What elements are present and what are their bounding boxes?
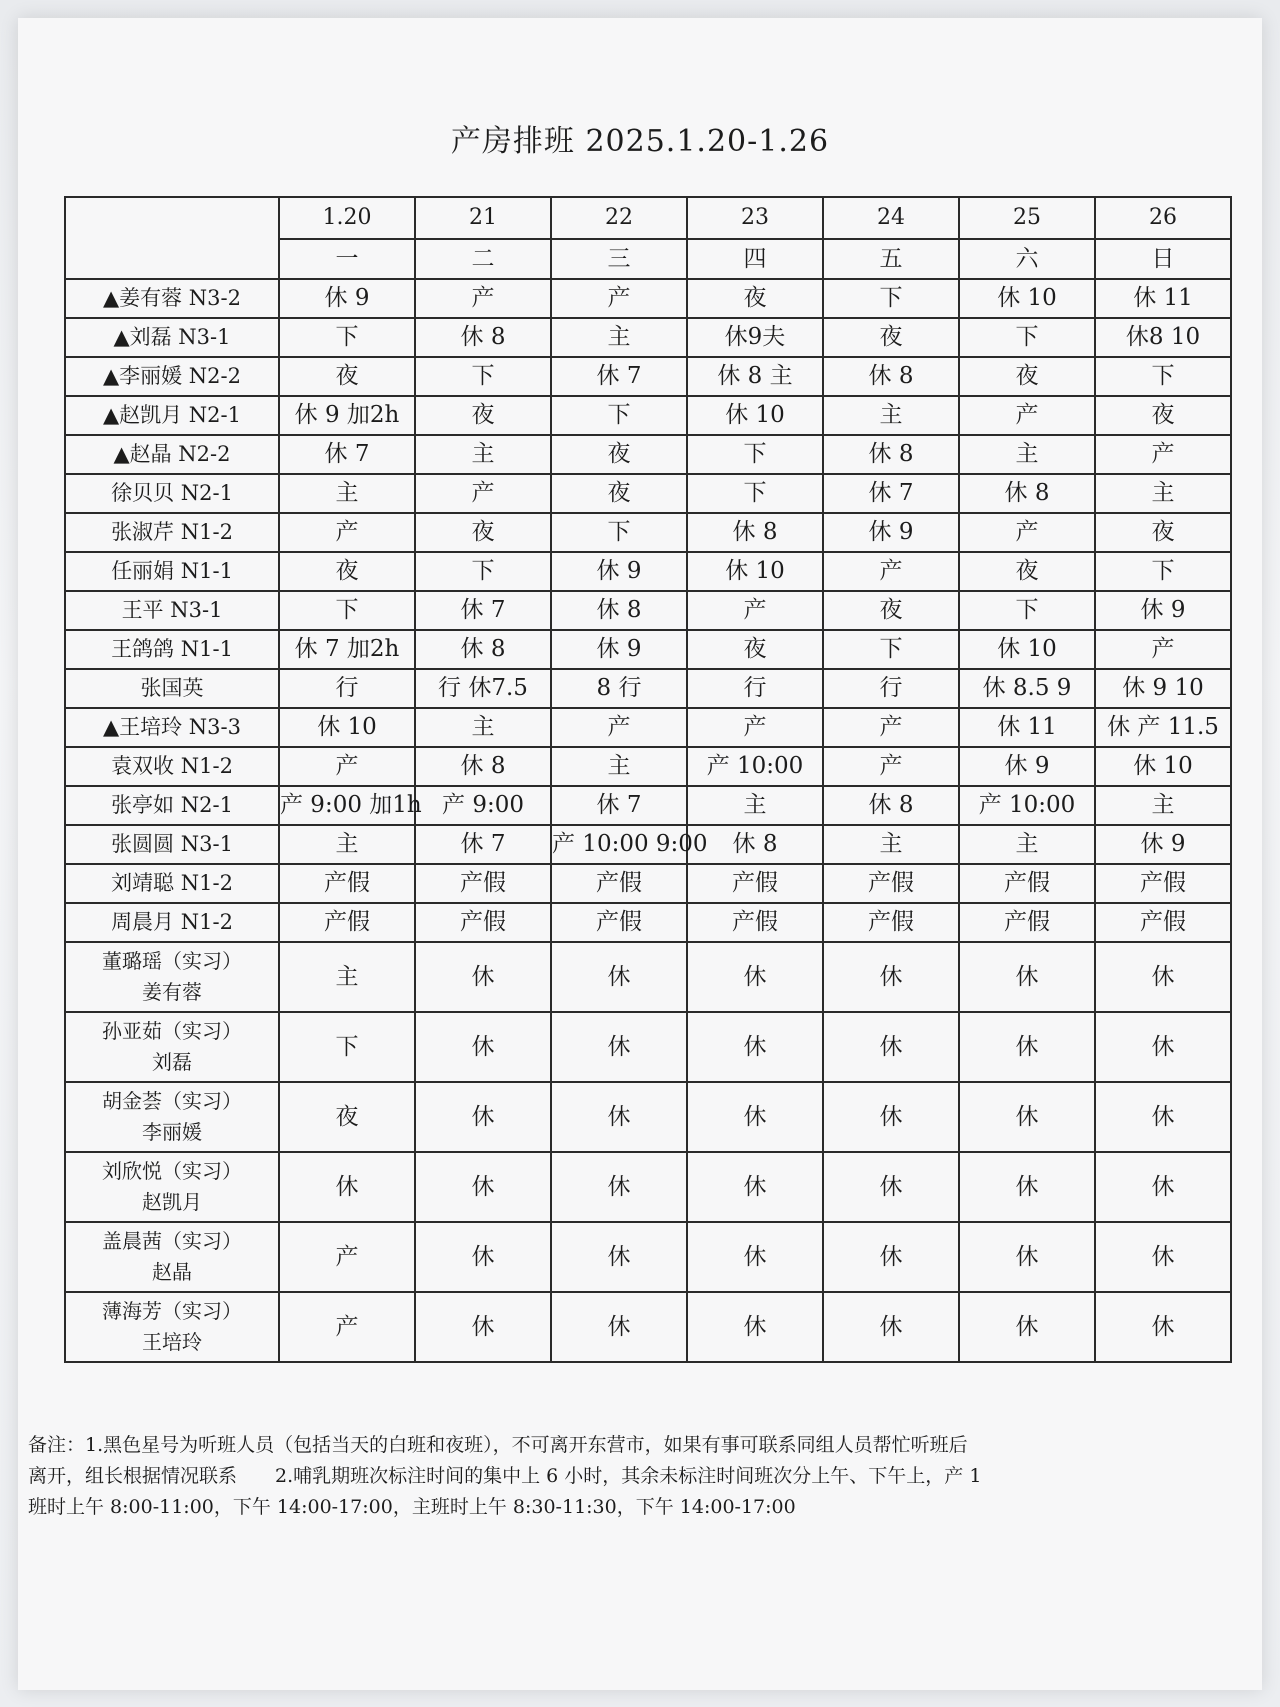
shift-cell: 夜 (279, 357, 415, 396)
intern-shift-cell: 下 (279, 1012, 415, 1082)
shift-cell: 夜 (279, 552, 415, 591)
shift-cell: 休 10 (959, 279, 1095, 318)
date-header-cell: 25 (959, 197, 1095, 239)
shift-cell: 休 9 (823, 513, 959, 552)
staff-name-cell: 王平 N3-1 (65, 591, 279, 630)
intern-shift-cell: 休 (959, 942, 1095, 1012)
note-line: 班时上午 8:00-11:00，下午 14:00-17:00，主班时上午 8:30-11:30，下午 14:00-17:00 (28, 1496, 796, 1518)
shift-cell: 休 11 (959, 708, 1095, 747)
shift-cell: 休 8 (415, 318, 551, 357)
shift-cell: 夜 (551, 474, 687, 513)
shift-cell: 产假 (1095, 864, 1231, 903)
staff-name-cell: 任丽娟 N1-1 (65, 552, 279, 591)
staff-row (65, 357, 1231, 396)
shift-cell: 主 (551, 318, 687, 357)
intern-row (65, 1222, 1231, 1292)
intern-shift-cell: 休 (959, 1082, 1095, 1152)
shift-cell: 产 9:00 (415, 786, 551, 825)
date-header-row (65, 197, 1231, 239)
staff-row (65, 279, 1231, 318)
intern-name-cell (65, 942, 279, 1012)
shift-cell: 休 7 (823, 474, 959, 513)
weekday-header-cell: 日 (1095, 239, 1231, 279)
staff-name-cell: 张亭如 N2-1 (65, 786, 279, 825)
shift-cell: 主 (415, 708, 551, 747)
staff-row (65, 630, 1231, 669)
shift-cell: 产假 (415, 903, 551, 942)
intern-name-wrap (66, 1160, 278, 1214)
intern-shift-cell: 休 (551, 942, 687, 1012)
intern-shift-cell: 休 (415, 942, 551, 1012)
shift-cell: 产 (551, 279, 687, 318)
shift-cell: 休 11 (1095, 279, 1231, 318)
date-header-cell: 26 (1095, 197, 1231, 239)
shift-cell: 下 (551, 396, 687, 435)
shift-cell: 下 (687, 435, 823, 474)
intern-name-wrap (66, 1230, 278, 1284)
shift-cell: 休 7 (279, 435, 415, 474)
shift-cell: 产 (415, 279, 551, 318)
shift-cell: 下 (279, 591, 415, 630)
shift-cell: 产 (959, 513, 1095, 552)
shift-cell: 产假 (279, 864, 415, 903)
shift-cell: 主 (959, 825, 1095, 864)
shift-cell: 产 (1095, 435, 1231, 474)
shift-cell: 休 10 (687, 552, 823, 591)
shift-cell: 休 9 (1095, 825, 1231, 864)
shift-cell: 主 (279, 825, 415, 864)
intern-shift-cell: 休 (1095, 942, 1231, 1012)
shift-cell: 夜 (823, 318, 959, 357)
intern-shift-cell: 休 (551, 1292, 687, 1362)
intern-shift-cell: 休 (551, 1082, 687, 1152)
shift-cell: 下 (687, 474, 823, 513)
shift-cell: 产 10:00 (959, 786, 1095, 825)
shift-cell: 行 休7.5 (415, 669, 551, 708)
intern-shift-cell: 休 (687, 1012, 823, 1082)
shift-cell: 下 (415, 552, 551, 591)
shift-cell: 夜 (687, 630, 823, 669)
intern-shift-cell: 休 (823, 1292, 959, 1362)
shift-cell: 主 (823, 396, 959, 435)
shift-cell: 产 (279, 747, 415, 786)
shift-cell: 休 8 (687, 513, 823, 552)
shift-cell: 8 行 (551, 669, 687, 708)
shift-cell: 行 (687, 669, 823, 708)
intern-shift-cell: 休 (823, 1152, 959, 1222)
staff-row (65, 552, 1231, 591)
shift-cell: 行 (823, 669, 959, 708)
intern-row (65, 1152, 1231, 1222)
shift-cell: 产假 (687, 864, 823, 903)
shift-cell: 夜 (959, 357, 1095, 396)
intern-row (65, 1292, 1231, 1362)
shift-cell: 产假 (687, 903, 823, 942)
intern-name: 孙亚茹（实习） (102, 1019, 242, 1043)
shift-cell: 产 (551, 708, 687, 747)
weekday-header-cell: 一 (279, 239, 415, 279)
intern-shift-cell: 主 (279, 942, 415, 1012)
shift-cell: 夜 (687, 279, 823, 318)
shift-cell: 下 (1095, 552, 1231, 591)
schedule-table (64, 196, 1232, 1363)
intern-name-cell (65, 1292, 279, 1362)
intern-shift-cell: 休 (823, 1012, 959, 1082)
shift-cell: 行 (279, 669, 415, 708)
intern-name-cell (65, 1152, 279, 1222)
staff-name-cell: ▲刘磊 N3-1 (65, 318, 279, 357)
shift-cell: 主 (415, 435, 551, 474)
intern-shift-cell: 休 (551, 1222, 687, 1292)
shift-cell: 主 (1095, 786, 1231, 825)
shift-cell: 休 9 (959, 747, 1095, 786)
staff-row (65, 786, 1231, 825)
shift-cell: 下 (959, 318, 1095, 357)
shift-cell: 下 (1095, 357, 1231, 396)
shift-cell: 夜 (1095, 513, 1231, 552)
intern-mentor: 王培玲 (142, 1330, 202, 1354)
intern-shift-cell: 休 (415, 1012, 551, 1082)
shift-cell: 休 7 (551, 357, 687, 396)
shift-cell: 夜 (415, 396, 551, 435)
shift-cell: 休 7 (415, 591, 551, 630)
staff-name-cell: 张淑芹 N1-2 (65, 513, 279, 552)
shift-cell: 产假 (1095, 903, 1231, 942)
intern-shift-cell: 夜 (279, 1082, 415, 1152)
date-header-cell: 24 (823, 197, 959, 239)
intern-row (65, 1012, 1231, 1082)
intern-name: 薄海芳（实习） (102, 1299, 242, 1323)
staff-name-cell: ▲赵晶 N2-2 (65, 435, 279, 474)
intern-name: 盖晨茜（实习） (102, 1229, 242, 1253)
staff-row (65, 903, 1231, 942)
intern-shift-cell: 休 (415, 1222, 551, 1292)
shift-cell: 休 8 (415, 630, 551, 669)
shift-cell: 主 (1095, 474, 1231, 513)
staff-name-cell: 徐贝贝 N2-1 (65, 474, 279, 513)
shift-cell: 夜 (959, 552, 1095, 591)
schedule-sheet (18, 18, 1262, 1690)
shift-cell: 休 8 (415, 747, 551, 786)
shift-cell: 主 (279, 474, 415, 513)
shift-cell: 休 10 (279, 708, 415, 747)
intern-shift-cell: 休 (823, 1222, 959, 1292)
intern-name-wrap (66, 1020, 278, 1074)
intern-shift-cell: 休 (687, 1082, 823, 1152)
staff-row (65, 825, 1231, 864)
staff-name-cell: ▲王培玲 N3-3 (65, 708, 279, 747)
shift-cell: 产 (415, 474, 551, 513)
staff-row (65, 669, 1231, 708)
intern-shift-cell: 休 (959, 1222, 1095, 1292)
shift-cell: 产 10:00 (687, 747, 823, 786)
shift-cell: 休 10 (687, 396, 823, 435)
shift-cell: 产 9:00 加1h (279, 786, 415, 825)
shift-cell: 下 (823, 630, 959, 669)
intern-shift-cell: 休 (1095, 1082, 1231, 1152)
staff-row (65, 747, 1231, 786)
shift-cell: 产假 (551, 864, 687, 903)
note-line: 备注：1.黑色星号为听班人员（包括当天的白班和夜班），不可离开东营市，如果有事可联系同组人员帮忙听班后 (28, 1434, 968, 1456)
intern-name: 董璐瑶（实习） (102, 949, 242, 973)
intern-shift-cell: 休 (959, 1012, 1095, 1082)
shift-cell: 下 (279, 318, 415, 357)
staff-row (65, 708, 1231, 747)
staff-name-cell: ▲李丽媛 N2-2 (65, 357, 279, 396)
intern-name-cell (65, 1222, 279, 1292)
intern-shift-cell: 休 (1095, 1222, 1231, 1292)
shift-cell: 主 (687, 786, 823, 825)
shift-cell: 下 (823, 279, 959, 318)
shift-cell: 休 9 (279, 279, 415, 318)
shift-cell: 休9夫 (687, 318, 823, 357)
intern-name: 胡金荟（实习） (102, 1089, 242, 1113)
weekday-header-cell: 二 (415, 239, 551, 279)
weekday-header-cell: 三 (551, 239, 687, 279)
shift-cell: 主 (551, 747, 687, 786)
date-header-cell: 1.20 (279, 197, 415, 239)
shift-cell: 产 (687, 591, 823, 630)
staff-name-cell: 刘靖聪 N1-2 (65, 864, 279, 903)
intern-row (65, 1082, 1231, 1152)
shift-cell: 休 8 (823, 357, 959, 396)
date-header-cell: 23 (687, 197, 823, 239)
shift-cell: 休 8 主 (687, 357, 823, 396)
shift-cell: 休 8 (823, 786, 959, 825)
shift-cell: 产 (279, 513, 415, 552)
staff-row (65, 591, 1231, 630)
intern-shift-cell: 休 (1095, 1152, 1231, 1222)
staff-row (65, 513, 1231, 552)
shift-cell: 休 10 (959, 630, 1095, 669)
weekday-header-cell: 四 (687, 239, 823, 279)
intern-shift-cell: 休 (415, 1082, 551, 1152)
shift-cell: 休 9 加2h (279, 396, 415, 435)
shift-cell: 主 (959, 435, 1095, 474)
shift-cell: 休 7 加2h (279, 630, 415, 669)
shift-cell: 产假 (823, 903, 959, 942)
shift-cell: 休 8 (687, 825, 823, 864)
intern-shift-cell: 休 (959, 1292, 1095, 1362)
shift-cell: 产假 (823, 864, 959, 903)
shift-cell: 休 9 10 (1095, 669, 1231, 708)
shift-cell: 产假 (279, 903, 415, 942)
shift-cell: 产 (1095, 630, 1231, 669)
shift-cell: 产假 (959, 903, 1095, 942)
intern-shift-cell: 休 (823, 1082, 959, 1152)
intern-shift-cell: 休 (1095, 1292, 1231, 1362)
intern-shift-cell: 休 (687, 1292, 823, 1362)
shift-cell: 休 8 (551, 591, 687, 630)
shift-cell: 产 (823, 552, 959, 591)
weekday-header-cell: 五 (823, 239, 959, 279)
shift-cell: 休 7 (415, 825, 551, 864)
staff-name-cell: 周晨月 N1-2 (65, 903, 279, 942)
intern-mentor: 姜有蓉 (142, 980, 202, 1004)
intern-name-cell (65, 1012, 279, 1082)
shift-cell: 产假 (959, 864, 1095, 903)
intern-shift-cell: 休 (687, 1222, 823, 1292)
intern-name-wrap (66, 1300, 278, 1354)
intern-shift-cell: 休 (687, 1152, 823, 1222)
intern-shift-cell: 产 (279, 1222, 415, 1292)
shift-cell: 休 8 (959, 474, 1095, 513)
intern-mentor: 赵晶 (152, 1260, 192, 1284)
intern-row (65, 942, 1231, 1012)
weekday-header-cell: 六 (959, 239, 1095, 279)
date-header-cell: 21 (415, 197, 551, 239)
shift-cell: 下 (415, 357, 551, 396)
shift-cell: 休 8.5 9 (959, 669, 1095, 708)
staff-name-cell: ▲赵凯月 N2-1 (65, 396, 279, 435)
staff-name-cell: 张圆圆 N3-1 (65, 825, 279, 864)
notes (28, 1430, 1258, 1523)
corner-cell (65, 197, 279, 279)
intern-shift-cell: 休 (415, 1292, 551, 1362)
shift-cell: 产假 (551, 903, 687, 942)
shift-cell: 主 (823, 825, 959, 864)
shift-cell: 产假 (415, 864, 551, 903)
staff-row (65, 435, 1231, 474)
staff-row (65, 474, 1231, 513)
staff-row (65, 396, 1231, 435)
shift-cell: 产 (823, 747, 959, 786)
shift-cell: 产 (959, 396, 1095, 435)
intern-shift-cell: 休 (1095, 1012, 1231, 1082)
shift-cell: 休 10 (1095, 747, 1231, 786)
shift-cell: 休 产 11.5 (1095, 708, 1231, 747)
intern-name-wrap (66, 1090, 278, 1144)
shift-cell: 夜 (551, 435, 687, 474)
shift-cell: 休 9 (551, 552, 687, 591)
intern-name-wrap (66, 950, 278, 1004)
shift-cell: 休 9 (1095, 591, 1231, 630)
date-header-cell: 22 (551, 197, 687, 239)
page-title: 产房排班 2025.1.20-1.26 (450, 124, 830, 159)
intern-shift-cell: 休 (279, 1152, 415, 1222)
staff-name-cell: 王鸽鸽 N1-1 (65, 630, 279, 669)
staff-row (65, 318, 1231, 357)
shift-cell: 产 (823, 708, 959, 747)
shift-cell: 休 9 (551, 630, 687, 669)
staff-name-cell: 张国英 (65, 669, 279, 708)
intern-shift-cell: 休 (823, 942, 959, 1012)
staff-name-cell: 袁双收 N1-2 (65, 747, 279, 786)
shift-cell: 休 7 (551, 786, 687, 825)
shift-cell: 产 (687, 708, 823, 747)
shift-cell: 夜 (1095, 396, 1231, 435)
shift-cell: 夜 (823, 591, 959, 630)
note-line: 离开，组长根据情况联系 2.哺乳期班次标注时间的集中上 6 小时，其余未标注时间班次分上午、下午上，产 1 (28, 1465, 982, 1487)
shift-cell: 产 10:00 9:00 (551, 825, 687, 864)
intern-mentor: 李丽媛 (142, 1120, 202, 1144)
shift-cell: 休8 10 (1095, 318, 1231, 357)
intern-shift-cell: 休 (415, 1152, 551, 1222)
intern-shift-cell: 休 (959, 1152, 1095, 1222)
shift-cell: 下 (551, 513, 687, 552)
intern-name-cell (65, 1082, 279, 1152)
intern-mentor: 刘磊 (152, 1050, 192, 1074)
shift-cell: 下 (959, 591, 1095, 630)
shift-cell: 夜 (415, 513, 551, 552)
staff-row (65, 864, 1231, 903)
staff-name-cell: ▲姜有蓉 N3-2 (65, 279, 279, 318)
intern-name: 刘欣悦（实习） (102, 1159, 242, 1183)
intern-shift-cell: 休 (551, 1152, 687, 1222)
intern-shift-cell: 产 (279, 1292, 415, 1362)
shift-cell: 休 8 (823, 435, 959, 474)
intern-mentor: 赵凯月 (142, 1190, 202, 1214)
intern-shift-cell: 休 (687, 942, 823, 1012)
intern-shift-cell: 休 (551, 1012, 687, 1082)
